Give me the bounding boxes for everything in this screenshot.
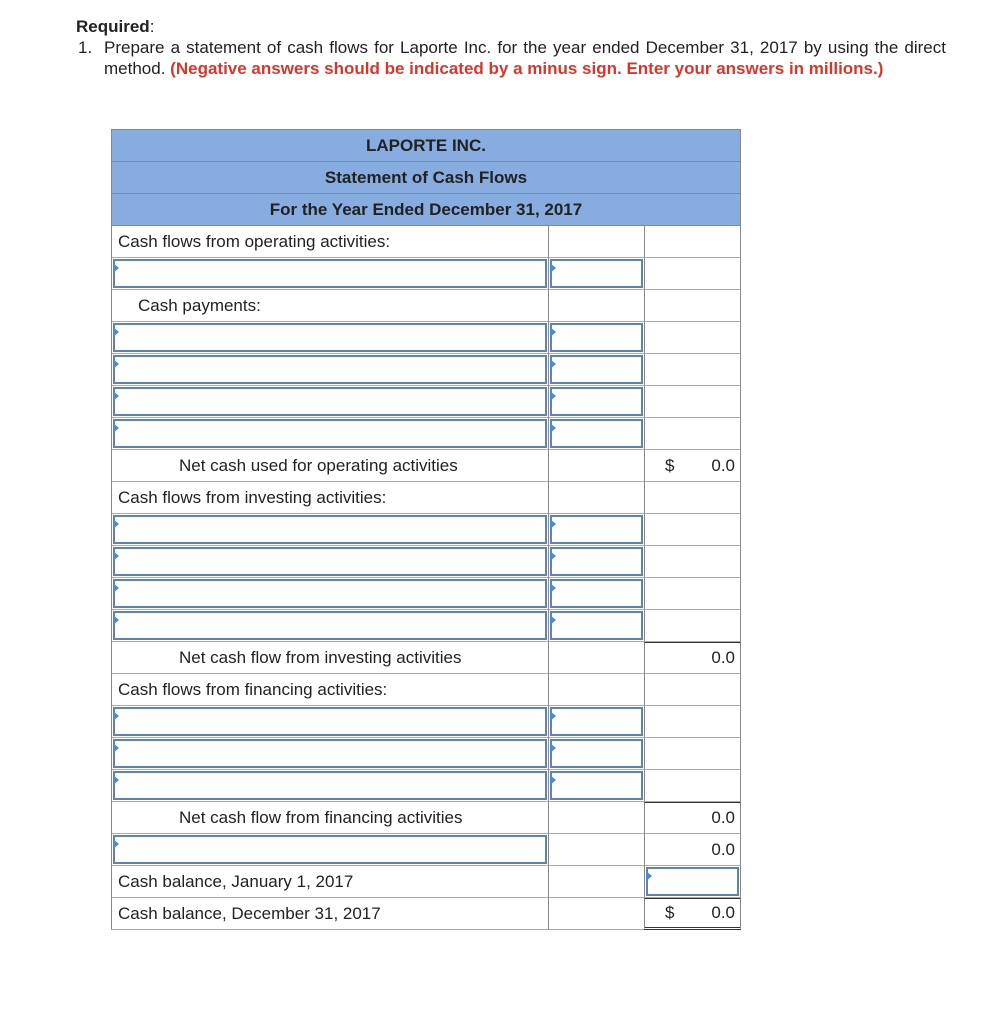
cash-end-row	[111, 898, 741, 930]
net-financing-row	[111, 802, 741, 834]
required-label: Required	[76, 17, 150, 36]
financing-input-row	[111, 706, 741, 738]
financing-header-row	[111, 674, 741, 706]
investing-header: Cash flows from investing activities:	[111, 482, 548, 514]
net-operating-value: 0.0	[711, 455, 735, 475]
investing-input-row	[111, 610, 741, 642]
investing-header-row	[111, 482, 741, 514]
net-change-label-input[interactable]	[113, 835, 547, 864]
payment-amount-input-3[interactable]	[550, 387, 643, 416]
financing-amount-input-2[interactable]	[550, 739, 643, 768]
payment-amount-input-2[interactable]	[550, 355, 643, 384]
investing-label-input-3[interactable]	[113, 579, 547, 608]
net-operating-currency: $	[665, 455, 675, 475]
net-investing-label: Net cash flow from investing activities	[111, 642, 548, 674]
instruction-note: (Negative answers should be indicated by a minus sign. Enter your answers in millions.)	[170, 59, 884, 78]
investing-label-input-2[interactable]	[113, 547, 547, 576]
payment-input-row	[111, 418, 741, 450]
net-financing-label: Net cash flow from financing activities	[111, 802, 548, 834]
investing-label-input-1[interactable]	[113, 515, 547, 544]
cash-payments-label: Cash payments:	[111, 290, 548, 322]
financing-label-input-2[interactable]	[113, 739, 547, 768]
operating-receipt-label-input[interactable]	[113, 259, 547, 288]
financing-amount-input-3[interactable]	[550, 771, 643, 800]
company-name: LAPORTE INC.	[111, 129, 741, 161]
financing-input-row	[111, 738, 741, 770]
cash-flow-statement	[111, 129, 741, 930]
item-number: 1.	[78, 38, 93, 57]
financing-label-input-1[interactable]	[113, 707, 547, 736]
payment-label-input-2[interactable]	[113, 355, 547, 384]
payment-amount-input-1[interactable]	[550, 323, 643, 352]
operating-input-row	[111, 258, 741, 290]
cash-begin-row	[111, 866, 741, 898]
cash-end-currency: $	[665, 903, 675, 922]
operating-receipt-amount-input[interactable]	[550, 259, 643, 288]
investing-label-input-4[interactable]	[113, 611, 547, 640]
investing-amount-input-2[interactable]	[550, 547, 643, 576]
net-change-value: 0.0	[711, 839, 735, 859]
cash-end-value: 0.0	[711, 903, 735, 922]
instruction-text: Prepare a statement of cash flows for Laporte Inc. for the year ended December 31, 2017 by using the direct method.	[104, 38, 946, 78]
statement-title: Statement of Cash Flows	[111, 161, 741, 193]
cash-begin-label: Cash balance, January 1, 2017	[111, 866, 548, 898]
cash-begin-input[interactable]	[646, 867, 739, 896]
operating-header-row	[111, 226, 741, 258]
financing-label-input-3[interactable]	[113, 771, 547, 800]
payment-amount-input-4[interactable]	[550, 419, 643, 448]
cash-payments-row	[111, 290, 741, 322]
investing-input-row	[111, 578, 741, 610]
requirements: Required: 1. Prepare a statement of cash flows for Laporte Inc. for the year ended December 31, 2017 by using the direct method. (Negative answers should be indicated by a minus sign. Enter your answers in millions.)	[76, 17, 946, 78]
investing-amount-input-1[interactable]	[550, 515, 643, 544]
net-operating-label: Net cash used for operating activities	[111, 450, 548, 482]
investing-input-row	[111, 514, 741, 546]
payment-label-input-3[interactable]	[113, 387, 547, 416]
investing-amount-input-4[interactable]	[550, 611, 643, 640]
net-operating-row	[111, 450, 741, 482]
investing-input-row	[111, 546, 741, 578]
net-investing-value: 0.0	[711, 648, 735, 667]
statement-period: For the Year Ended December 31, 2017	[111, 193, 741, 226]
payment-label-input-1[interactable]	[113, 323, 547, 352]
net-investing-row	[111, 642, 741, 674]
financing-header: Cash flows from financing activities:	[111, 674, 548, 706]
cash-end-label: Cash balance, December 31, 2017	[111, 898, 548, 930]
net-change-row	[111, 834, 741, 866]
payment-input-row	[111, 386, 741, 418]
financing-amount-input-1[interactable]	[550, 707, 643, 736]
payment-input-row	[111, 322, 741, 354]
net-financing-value: 0.0	[711, 808, 735, 827]
operating-header: Cash flows from operating activities:	[111, 226, 548, 258]
financing-input-row	[111, 770, 741, 802]
investing-amount-input-3[interactable]	[550, 579, 643, 608]
payment-label-input-4[interactable]	[113, 419, 547, 448]
payment-input-row	[111, 354, 741, 386]
